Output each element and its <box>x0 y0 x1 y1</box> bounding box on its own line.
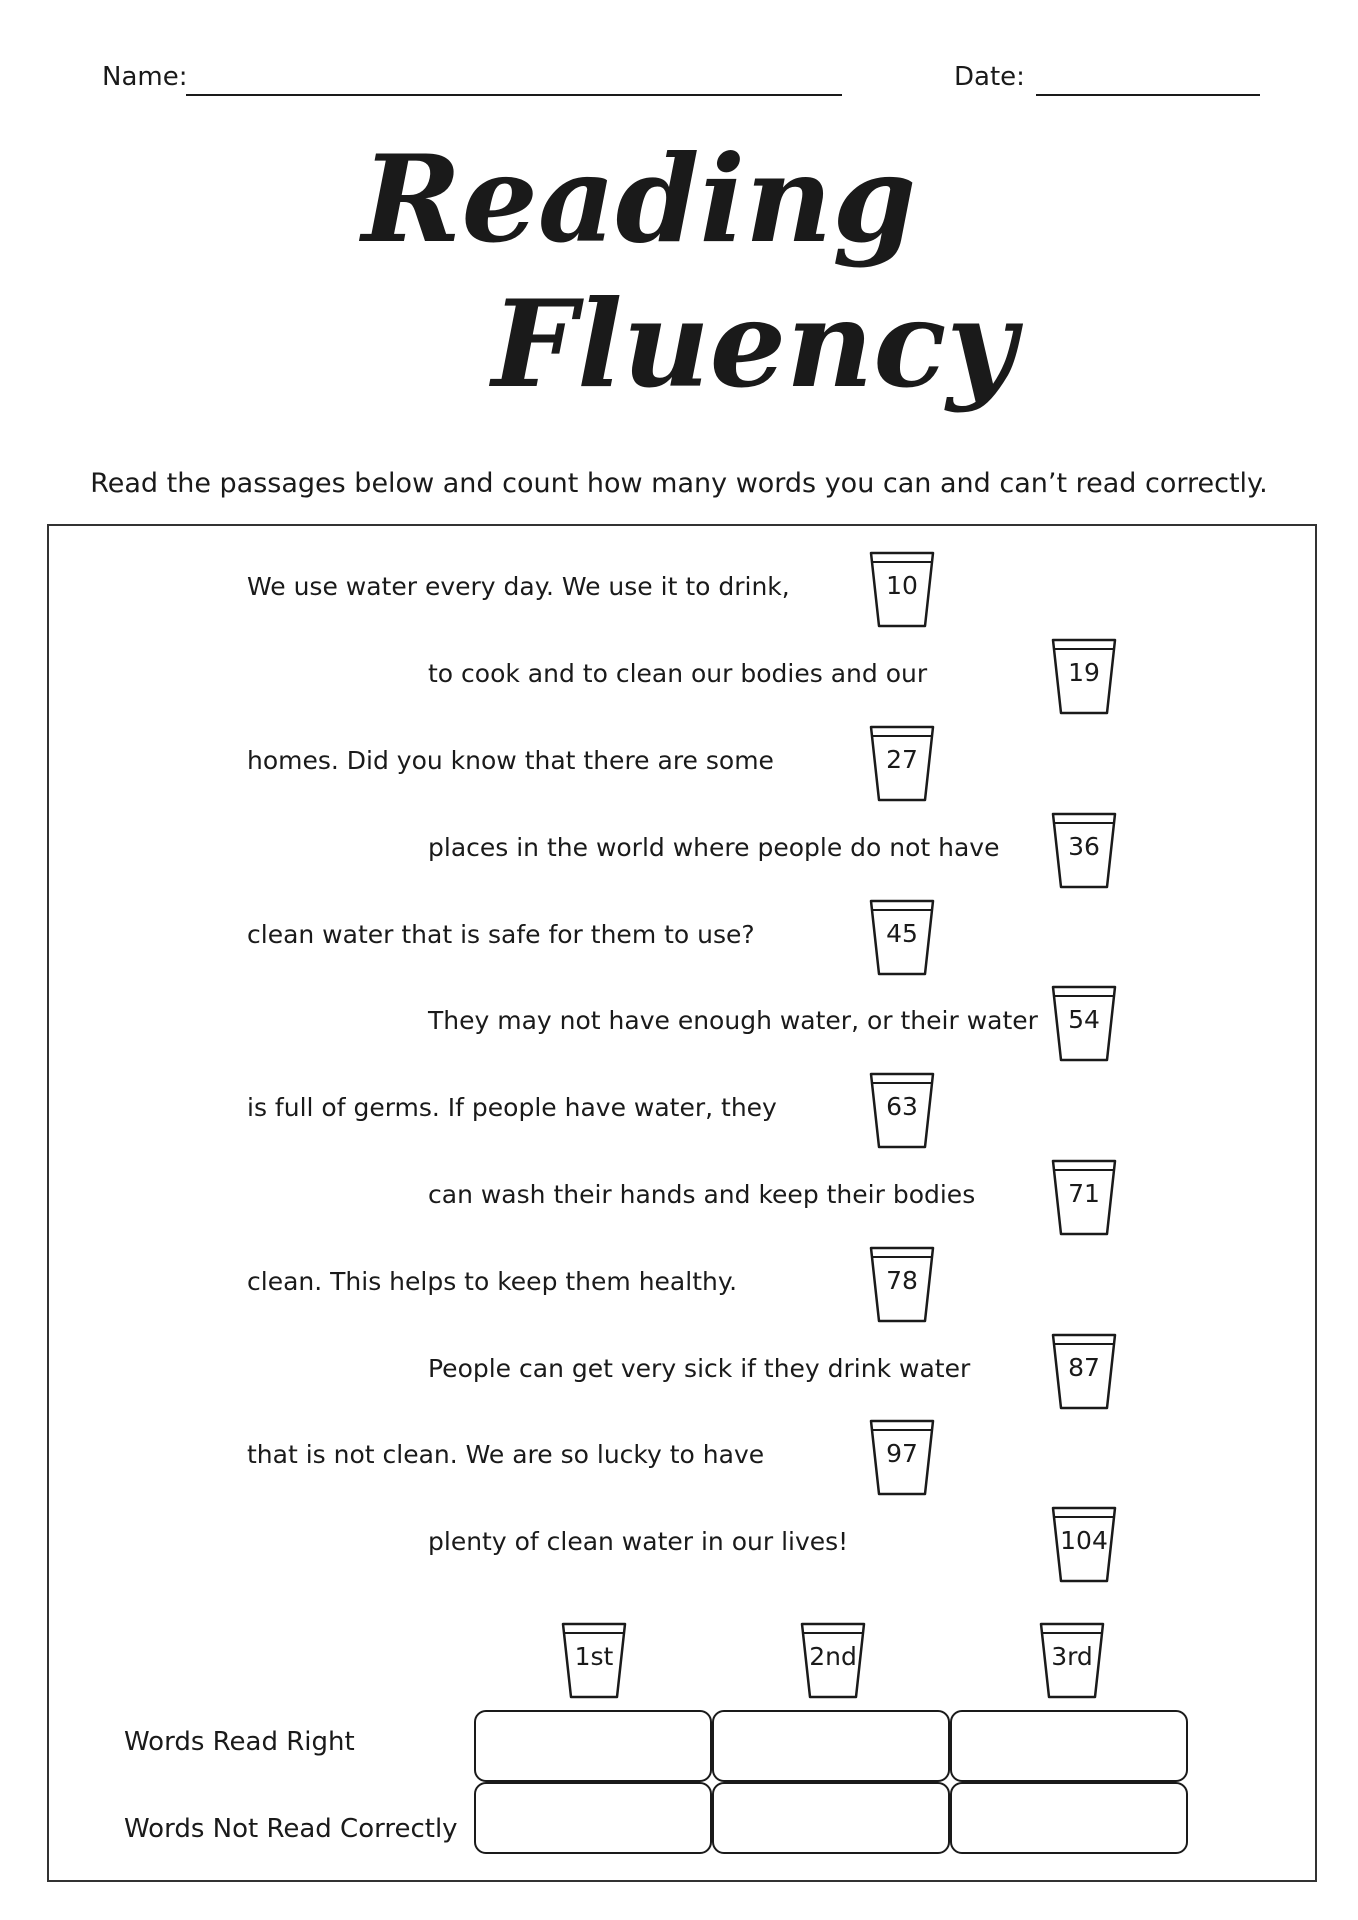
passage-line: places in the world where people do not have <box>428 833 1000 862</box>
word-count: 78 <box>886 1266 918 1295</box>
word-count-cup <box>868 724 936 802</box>
passage-line: homes. Did you know that there are some <box>247 746 774 775</box>
passage-line: plenty of clean water in our lives! <box>428 1527 849 1556</box>
date-field[interactable] <box>1036 94 1260 96</box>
word-count: 104 <box>1060 1526 1108 1555</box>
attempt-cup-2 <box>799 1621 867 1699</box>
passage-line: clean. This helps to keep them healthy. <box>247 1267 738 1296</box>
word-count-cup <box>1050 1505 1118 1583</box>
passage-line: to cook and to clean our bodies and our <box>428 659 928 688</box>
words-not-read-correctly-label: Words Not Read Correctly <box>124 1814 458 1844</box>
word-count-cup <box>868 898 936 976</box>
word-count: 54 <box>1068 1005 1100 1034</box>
word-count-cup <box>868 1418 936 1496</box>
score-right-1st[interactable] <box>474 1710 712 1782</box>
date-label: Date: <box>954 62 1025 92</box>
word-count: 36 <box>1068 832 1100 861</box>
passage-line: can wash their hands and keep their bodies <box>428 1180 976 1209</box>
passage-line: We use water every day. We use it to drink, <box>247 572 790 601</box>
attempt-cup-1 <box>560 1621 628 1699</box>
word-count: 71 <box>1068 1179 1100 1208</box>
title-line-2: Fluency <box>491 274 1017 415</box>
attempt-label: 2nd <box>809 1642 857 1671</box>
name-field[interactable] <box>186 94 842 96</box>
word-count-cup <box>868 1245 936 1323</box>
passage-line: clean water that is safe for them to use? <box>247 920 755 949</box>
word-count: 87 <box>1068 1353 1100 1382</box>
instructions: Read the passages below and count how many words you can and can’t read correctly. <box>90 468 1268 499</box>
word-count-cup <box>1050 984 1118 1062</box>
passage-line: People can get very sick if they drink water <box>428 1354 971 1383</box>
word-count-cup <box>868 550 936 628</box>
word-count: 63 <box>886 1092 918 1121</box>
passage-line: They may not have enough water, or their water <box>428 1006 1038 1035</box>
score-wrong-2nd[interactable] <box>712 1782 950 1854</box>
attempt-label: 3rd <box>1051 1642 1093 1671</box>
score-right-3rd[interactable] <box>950 1710 1188 1782</box>
words-read-right-label: Words Read Right <box>124 1727 355 1757</box>
word-count-cup <box>1050 637 1118 715</box>
attempt-label: 1st <box>574 1642 614 1671</box>
word-count: 19 <box>1068 658 1100 687</box>
word-count: 97 <box>886 1439 918 1468</box>
score-wrong-3rd[interactable] <box>950 1782 1188 1854</box>
passage-line: is full of germs. If people have water, they <box>247 1093 777 1122</box>
score-wrong-1st[interactable] <box>474 1782 712 1854</box>
word-count: 45 <box>886 919 918 948</box>
word-count-cup <box>868 1071 936 1149</box>
title-line-1: Reading <box>361 129 917 270</box>
score-right-2nd[interactable] <box>712 1710 950 1782</box>
passage-line: that is not clean. We are so lucky to have <box>247 1440 765 1469</box>
word-count-cup <box>1050 1158 1118 1236</box>
word-count: 27 <box>886 745 918 774</box>
word-count: 10 <box>886 571 918 600</box>
word-count-cup <box>1050 811 1118 889</box>
attempt-cup-3 <box>1038 1621 1106 1699</box>
word-count-cup <box>1050 1332 1118 1410</box>
name-label: Name: <box>102 62 188 92</box>
